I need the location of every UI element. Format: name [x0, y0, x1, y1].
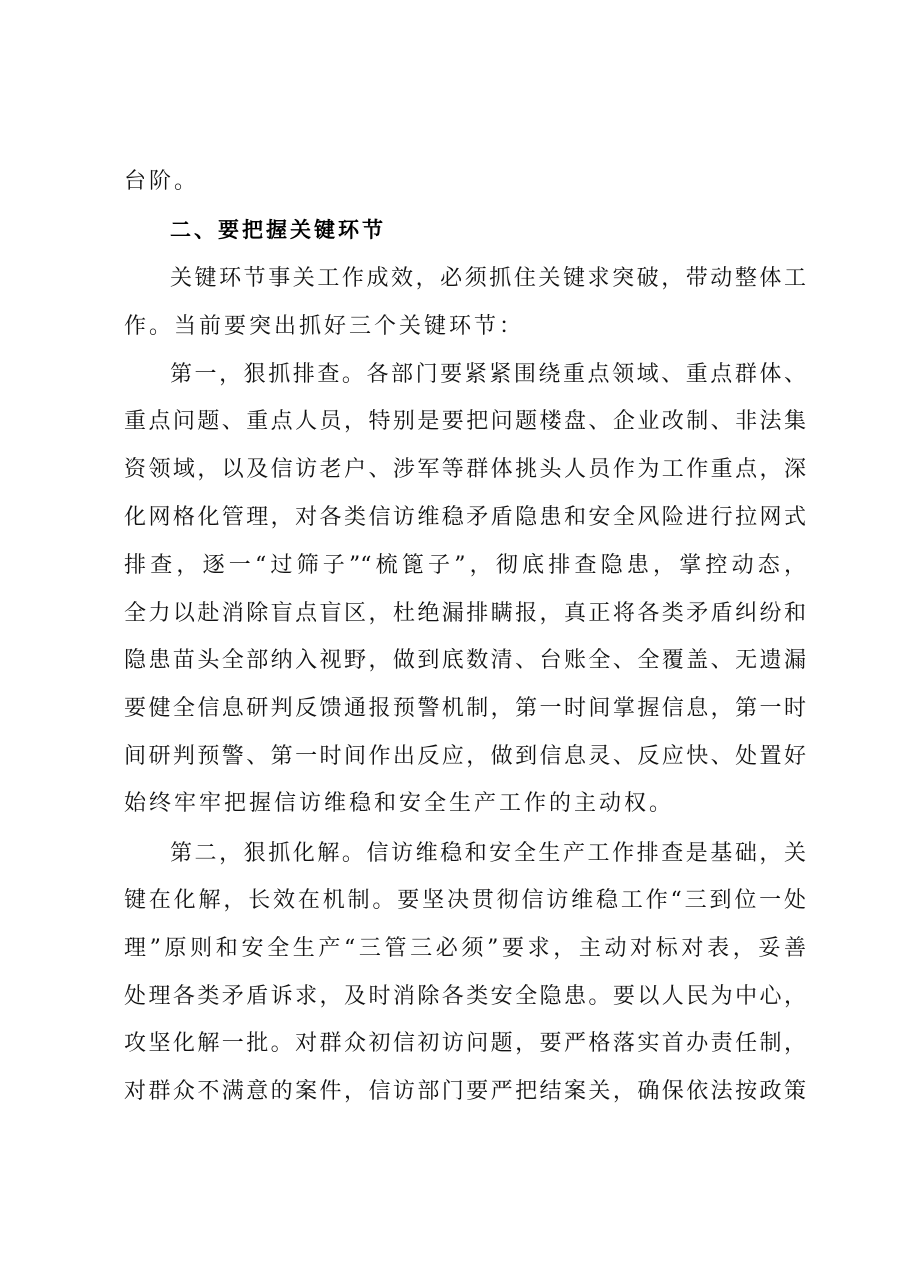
paragraph-line: 化网格化管理，对各类信访维稳矛盾隐患和安全风险进行拉网式: [124, 505, 806, 530]
paragraph-line: 第二，狠抓化解。信访维稳和安全生产工作排查是基础，关: [170, 841, 806, 866]
paragraph-line: 对群众不满意的案件，信访部门要严把结案关，确保依法按政策: [124, 1079, 806, 1104]
paragraph-line: 资领域，以及信访老户、涉军等群体挑头人员作为工作重点，深: [124, 457, 806, 482]
section-heading: 二、要把握关键环节: [170, 218, 386, 242]
paragraph-line: 关键环节事关工作成效，必须抓住关键求突破，带动整体工: [170, 266, 806, 291]
paragraph-line: 间研判预警、第一时间作出反应，做到信息灵、反应快、处置好: [124, 744, 806, 769]
paragraph-line: 排查，逐一“过筛子”“梳篦子”，彻底排查隐患，掌控动态，: [124, 553, 806, 578]
paragraph-line: 第一，狠抓排查。各部门要紧紧围绕重点领域、重点群体、: [170, 362, 806, 387]
paragraph-line: 重点问题、重点人员，特别是要把问题楼盘、企业改制、非法集: [124, 409, 806, 434]
paragraph-line: 作。当前要突出抓好三个关键环节：: [124, 314, 525, 339]
paragraph-line: 键在化解，长效在机制。要坚决贯彻信访维稳工作“三到位一处: [124, 888, 806, 913]
paragraph-line: 处理各类矛盾诉求，及时消除各类安全隐患。要以人民为中心，: [124, 984, 806, 1009]
paragraph-line: 全力以赴消除盲点盲区，杜绝漏排瞒报，真正将各类矛盾纠纷和: [124, 601, 806, 626]
paragraph-line: 攻坚化解一批。对群众初信初访问题，要严格落实首办责任制，: [124, 1031, 806, 1056]
paragraph-line: 隐患苗头全部纳入视野，做到底数清、台账全、全覆盖、无遗漏: [124, 648, 806, 673]
paragraph-line: 要健全信息研判反馈通报预警机制，第一时间掌握信息，第一时: [124, 696, 806, 721]
paragraph-line: 始终牢牢把握信访维稳和安全生产工作的主动权。: [124, 791, 675, 816]
paragraph-line: 理”原则和安全生产“三管三必须”要求，主动对标对表，妥善: [124, 936, 806, 961]
paragraph-line: 台阶。: [124, 169, 200, 194]
